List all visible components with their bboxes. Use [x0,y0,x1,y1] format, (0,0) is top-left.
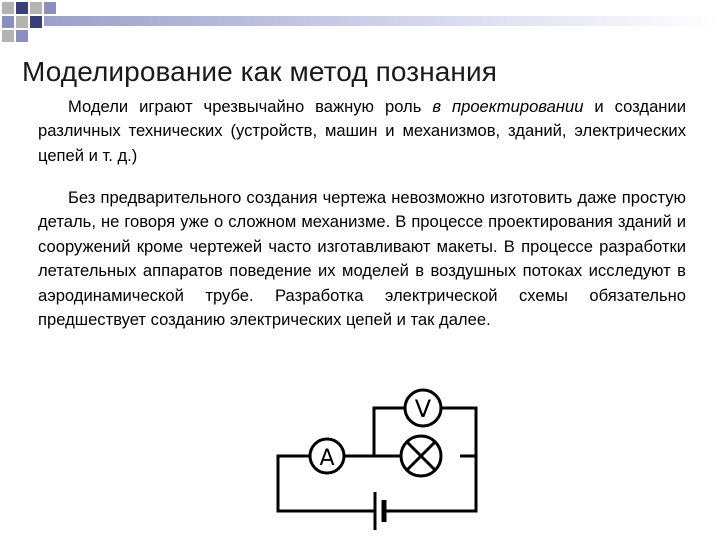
wire-voltmeter-right [441,408,476,456]
paragraph1-text-start: Модели играют чрезвычайно важную роль [68,97,433,116]
ammeter-label: A [319,446,335,471]
paragraph1-italic-phrase: в проектировании [432,97,584,116]
paragraph2-text: Без предварительного создания чертежа невозможно изготовить даже простую деталь, не говоря уже о сложном механизме. В процессе проектирования зданий и сооружений кроме чертежей часто изготавливают макеты. В процессе разработки летательных аппаратов поведение их моделей в воздушных потоках исследуют в аэродинамической трубе. Разработка электрической схемы обязательно предшествует созданию электрических цепей и так далее. [38,188,686,330]
wire-voltmeter-left [374,408,405,456]
slide-title: Моделирование как метод познания [22,56,497,87]
voltmeter-label: V [414,395,432,423]
paragraph1-text-end: и создании различных технических (устройств, машин и механизмов, зданий, электрических цепей и т. д.) [38,97,687,165]
